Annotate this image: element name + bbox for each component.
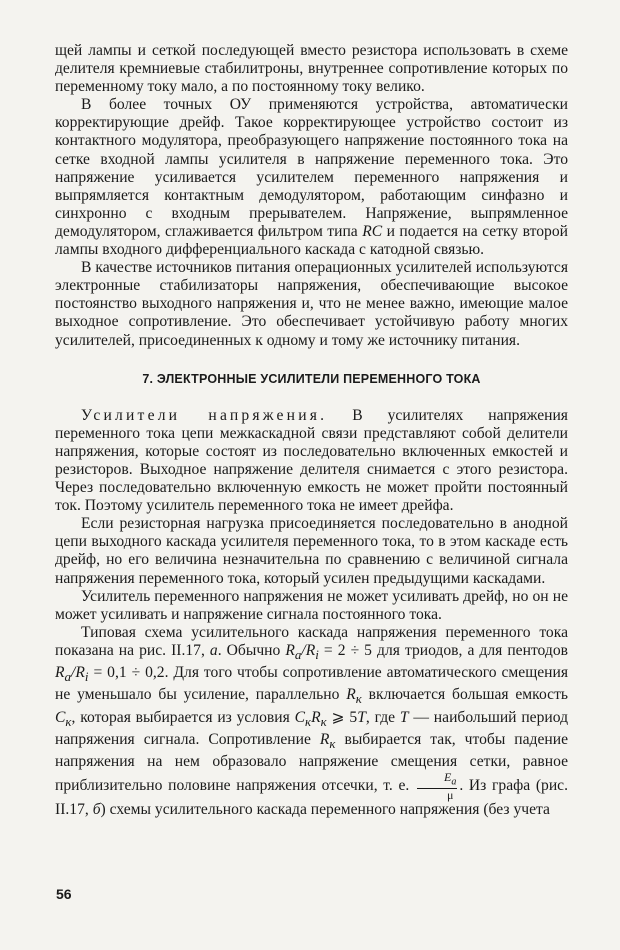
rc-symbol: RC	[362, 222, 383, 240]
symbol-rk-2: $R_к$	[319, 730, 336, 751]
symbol-rk: $R_к$	[346, 686, 362, 707]
spaced-term: Усилители напряжения.	[81, 406, 328, 424]
body-text	[55, 42, 568, 820]
fraction-ea-mu: $\frac{E_а}{\mu}$	[417, 771, 457, 801]
section-heading: 7. ЭЛЕКТРОННЫЕ УСИЛИТЕЛИ ПЕРЕМЕННОГО ТОКА	[142, 371, 481, 386]
page-number: 56	[56, 886, 72, 902]
paragraph-power-supply: В качестве источников питания операционных усилителей используются электронные стабилизаторы напряжения, обеспечивающие высокое постоянство выходного напряжения и, что не менее важно, имеющие малое выходное сопротивление. Это обеспечивает устойчивую работу многих усилителей, присоединенных к одному и тому же источнику питания.	[55, 259, 568, 349]
paragraph-drift-note: Усилитель переменного напряжения не может усиливать дрейф, но он не может усиливать и напряжение сигнала постоянного тока.	[55, 587, 568, 623]
formula-condition: $C_кR_к$	[294, 708, 327, 729]
formula-ra-ri-pentode: $R_а/R_i$	[55, 664, 89, 685]
paragraph-continuation: щей лампы и сеткой последующей вместо резистора использовать в схеме делителя кремниевые стабилитроны, внутреннее сопротивление которых по переменному току мало, а по постоянному току велико.	[55, 42, 568, 96]
formula-ra-ri: $R_а/R_i$	[285, 641, 319, 663]
paragraph-typical-circuit: Типовая схема усилительного каскада напряжения переменного тока показана на рис. II.17, а. Обычно $R_а/R_i = 2 \div 5$ для триодов, а для пентодов $R_а/R_i = 0,1 \div 0,2$. Для того чтобы сопротивление автоматического смещения не уменьшало бы усиление, параллельно $R_к$ включается большая емкость $C_к$, которая выбирается из условия $C_кR_к$ ⩾ 5T, где T — наибольший период напряжения сигнала. Сопротивление $R_к$ выбирается так, чтобы падение напряжения на нем образовало напряжение смещения сетки, равное приблизительно половине напряжения отсечки, т. е. $\frac{E_а}{\mu}$ . Из графа (рис. II.17, б) схемы усилительного каскада переменного напряжения (без учета	[55, 623, 569, 819]
paragraph-resistive-load: Если резисторная нагрузка присоединяется последовательно в анодной цепи выходного каскада усилителя переменного тока, то в этом каскаде есть дрейф, но его величина незначительна по сравнению с величиной сигнала напряжения переменного тока, который усилен предыдущими каскадами.	[55, 515, 568, 587]
symbol-ck: $C_к$	[55, 708, 72, 729]
paragraph-drift-correction: В более точных ОУ применяются устройства, автоматически корректирующие дрейф. Такое корректирующее устройство состоит из контактного модулятора, преобразующего напряжение постоянного тока на сетке входной лампы усилителя в напряжение переменного тока. Это напряжение усиливается усилителем переменного напряжения и выпрямляется контактным демодулятором, работающим синфазно и синхронно с входным прерывателем. Напряжение, выпрямленное демодулятором, сглаживается фильтром типа RC и подается на сетку второй лампы входного дифференциального каскада с катодной связью.	[55, 96, 568, 259]
paragraph-voltage-amplifiers: Усилители напряжения. В усилителях напряжения переменного тока цепи межкаскадной связи представляют собой делители напряжения, которые состоят из последовательно включенных емкостей и резисторов. Выходное напряжение делителя снимается с этого резистора. Через последовательно включенную емкость не может пройти постоянный ток. Поэтому усилитель переменного тока не имеет дрейфа.	[55, 406, 568, 515]
